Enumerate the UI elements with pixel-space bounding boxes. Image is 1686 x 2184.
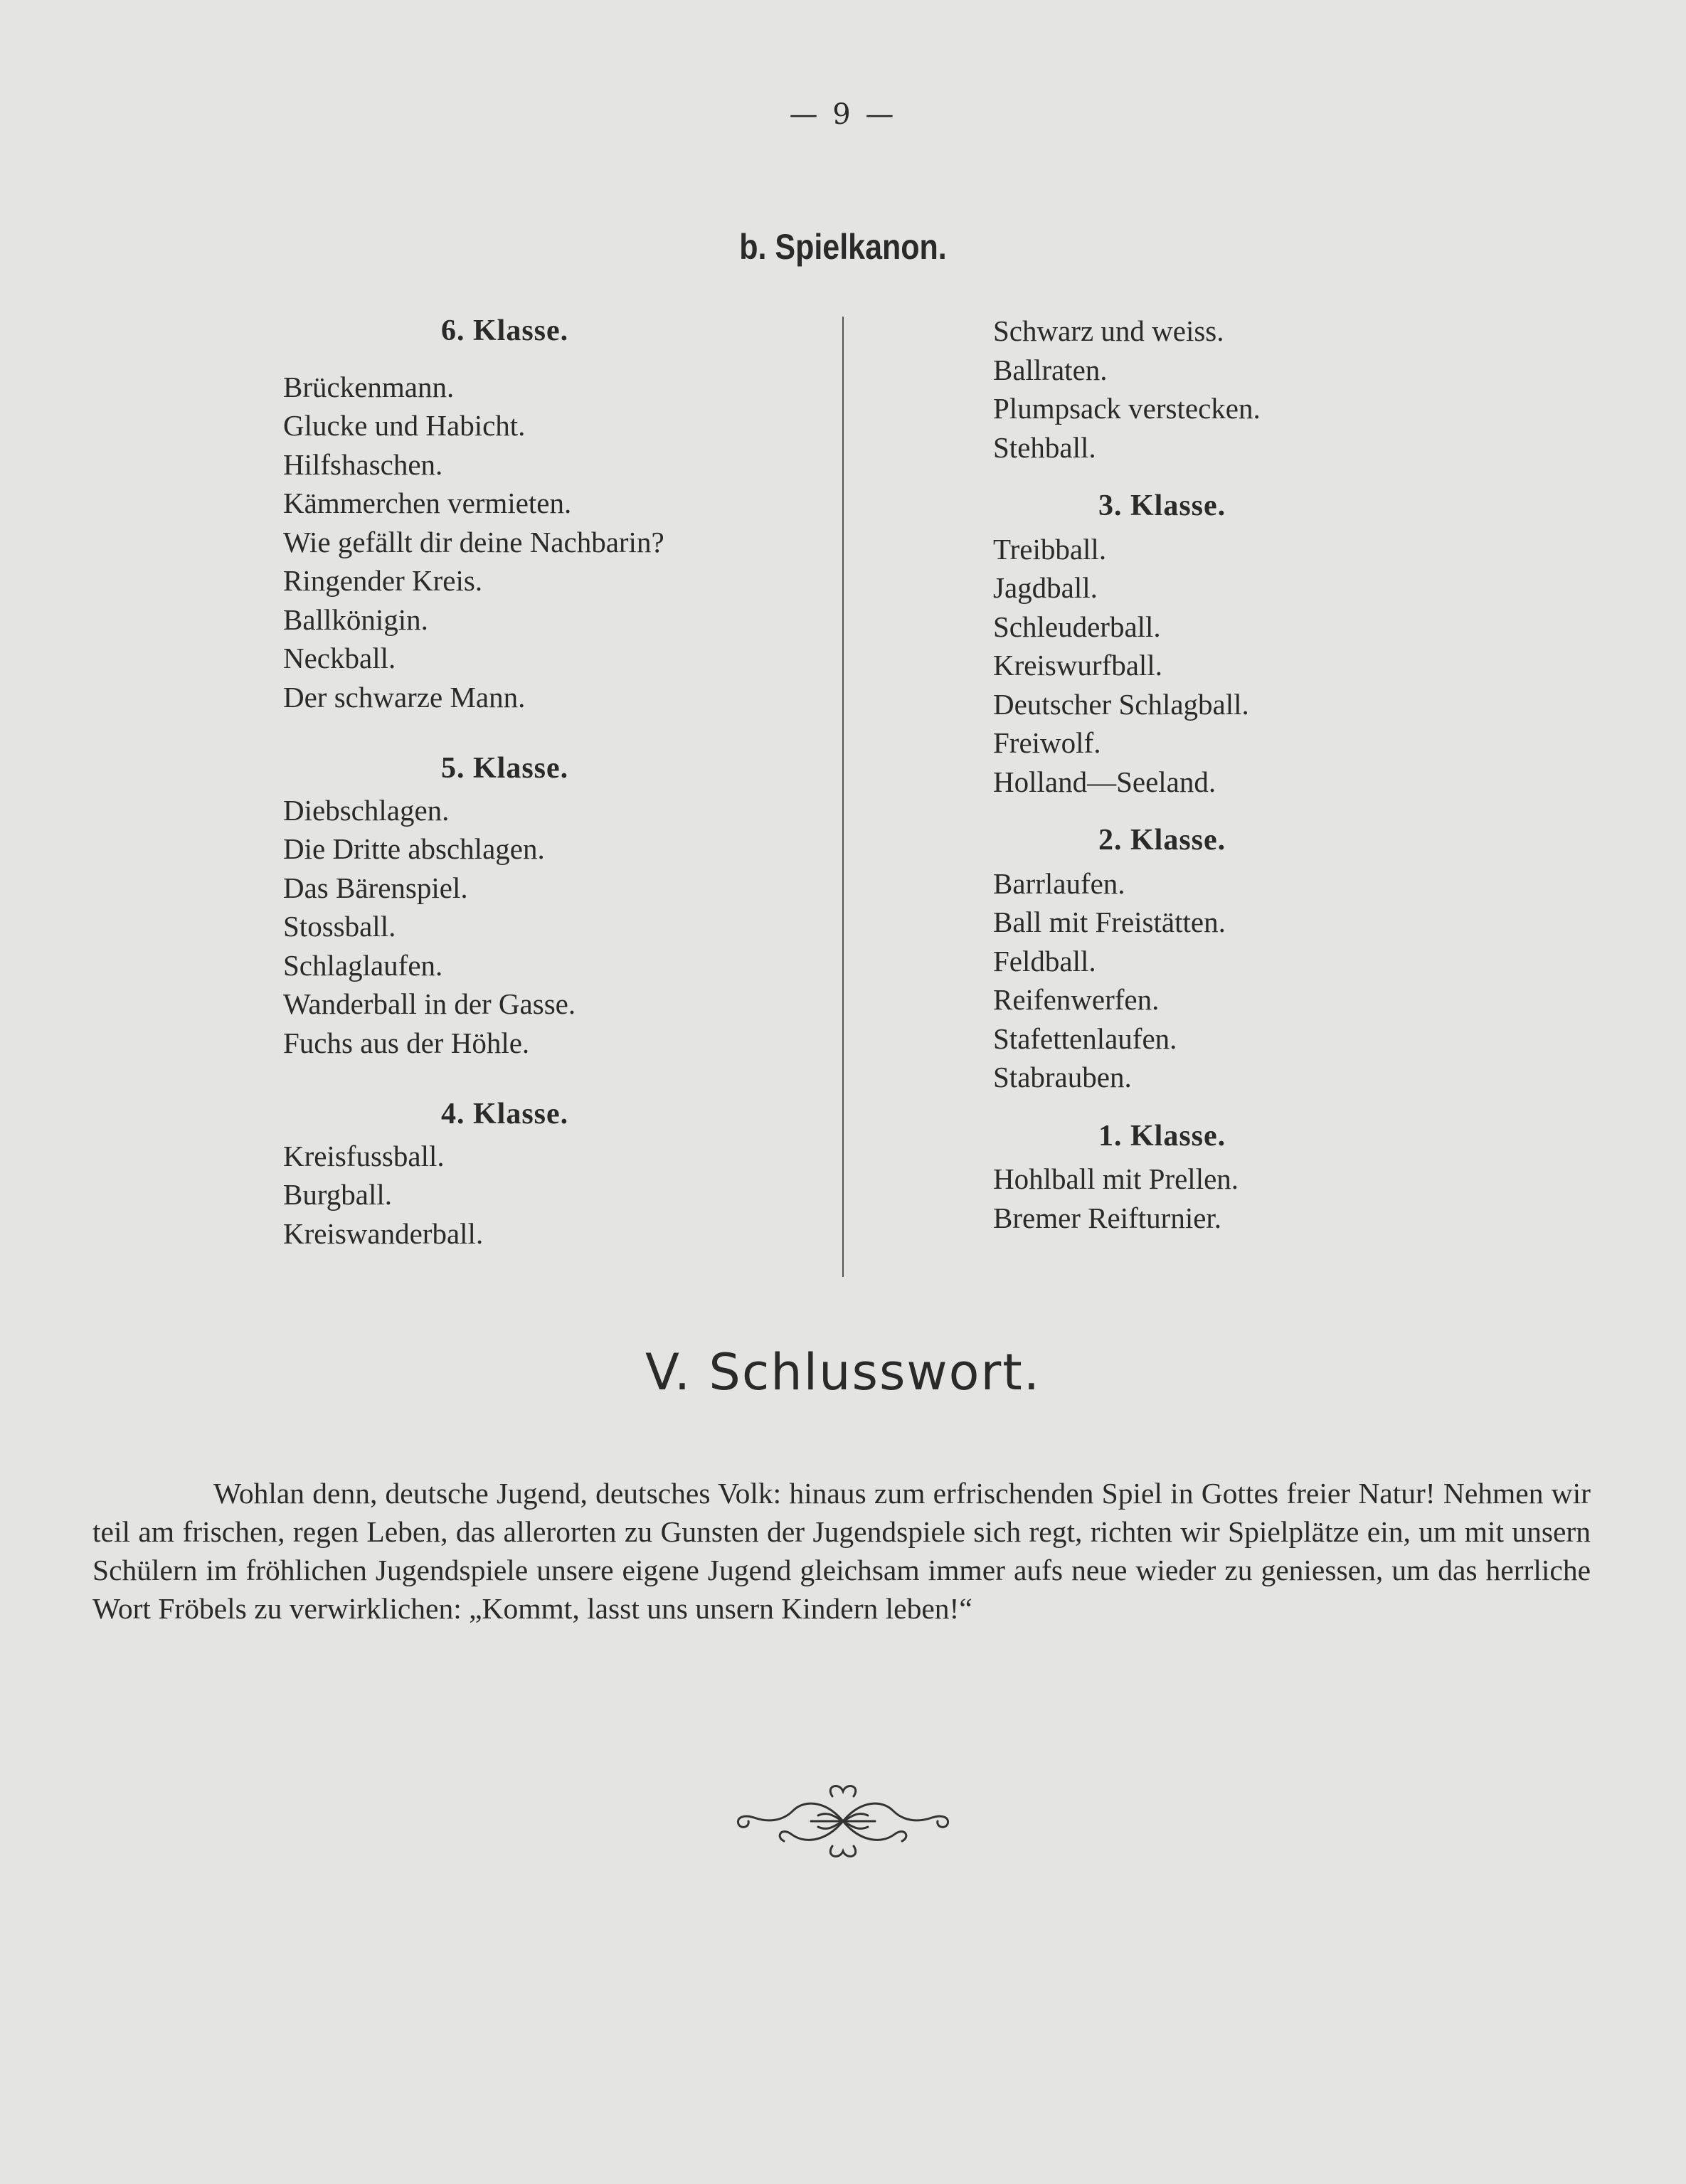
- game-item: Kämmerchen vermieten.: [283, 487, 572, 519]
- game-item: Plumpsack verstecken.: [993, 392, 1261, 425]
- klasse-title: 4. Klasse.: [441, 1098, 569, 1130]
- game-item: Feldball.: [993, 944, 1096, 977]
- klasse-6: [283, 312, 810, 716]
- game-item: Schwarz und weiss.: [993, 314, 1224, 347]
- game-item: Wie gefällt dir deine Nachbarin?: [283, 525, 664, 558]
- game-item: Stossball.: [283, 910, 396, 943]
- closing-paragraph: Wohlan denn, deutsche Jugend, deutsches Volk: hinaus zum erfrischenden Spiel in Gottes freier Natur! Nehmen wir teil am frischen, regen Leben, das allerorten zu Gunsten der Jugendspiele sich regt, richten wir Spielplätze ein, um mit unsern Schülern im fröhlichen Jugendspiele unsere eigene Jugend gleichsam immer aufs neue wieder zu geniessen, um das herrliche Wort Fröbels zu verwirklichen: „Kommt, lasst uns unsern Kindern leben!“: [92, 1476, 1591, 1625]
- game-item: Kreisfussball.: [283, 1139, 445, 1172]
- game-item: Ringender Kreis.: [283, 564, 483, 597]
- klasse-3: [993, 487, 1448, 801]
- game-item: Reifenwerfen.: [993, 983, 1160, 1016]
- game-item: Neckball.: [283, 642, 396, 674]
- klasse-4-continued: [993, 312, 1448, 467]
- page-number: — 9 —: [789, 98, 897, 131]
- game-item: Schleuderball.: [993, 610, 1161, 643]
- section-heading: b. Spielkanon.: [739, 227, 947, 267]
- klasse-title: 3. Klasse.: [1098, 489, 1226, 522]
- klasse-title: 5. Klasse.: [441, 752, 569, 785]
- game-item: Die Dritte abschlagen.: [283, 832, 545, 865]
- chapter-title: V. Schlusswort.: [645, 1343, 1041, 1401]
- klasse-5: [283, 749, 810, 1062]
- game-item: Hohlball mit Prellen.: [993, 1162, 1239, 1195]
- game-item: Der schwarze Mann.: [283, 680, 526, 714]
- game-item: Kreiswanderball.: [283, 1216, 484, 1250]
- game-item: Hilfshaschen.: [283, 447, 443, 481]
- ornament-flourish-icon: [726, 1779, 960, 1864]
- game-item: Holland—Seeland.: [993, 765, 1216, 798]
- game-item: Fuchs aus der Höhle.: [283, 1026, 530, 1059]
- game-item: Glucke und Habicht.: [283, 409, 526, 442]
- game-item: Treibball.: [993, 532, 1107, 566]
- game-item: Stehball.: [993, 430, 1096, 464]
- game-item: Wanderball in der Gasse.: [283, 987, 576, 1020]
- game-item: Freiwolf.: [993, 726, 1101, 759]
- column-divider: [842, 317, 844, 1277]
- right-column: [993, 312, 1448, 1237]
- klasse-title: 1. Klasse.: [1098, 1119, 1226, 1152]
- game-item: Diebschlagen.: [283, 793, 450, 827]
- klasse-1: [993, 1117, 1448, 1238]
- game-item: Barrlaufen.: [993, 866, 1125, 900]
- game-item: Ballkönigin.: [283, 603, 428, 636]
- klasse-title: 2. Klasse.: [1098, 824, 1226, 857]
- left-column: [283, 312, 810, 1253]
- game-item: Ball mit Freistätten.: [993, 906, 1226, 938]
- game-item: Ballraten.: [993, 353, 1108, 386]
- game-item: Jagdball.: [993, 571, 1098, 604]
- klasse-2: [993, 821, 1448, 1097]
- game-item: Deutscher Schlagball.: [993, 687, 1249, 721]
- game-item: Kreiswurfball.: [993, 649, 1162, 682]
- game-item: Stafettenlaufen.: [993, 1022, 1177, 1055]
- game-item: Burgball.: [283, 1178, 392, 1211]
- game-item: Schlaglaufen.: [283, 948, 443, 982]
- game-item: Das Bärenspiel.: [283, 871, 468, 904]
- klasse-4: [283, 1095, 810, 1253]
- game-item: Bremer Reifturnier.: [993, 1201, 1222, 1234]
- game-item: Brückenmann.: [283, 370, 455, 403]
- game-item: Stabrauben.: [993, 1061, 1132, 1093]
- klasse-title: 6. Klasse.: [441, 314, 569, 347]
